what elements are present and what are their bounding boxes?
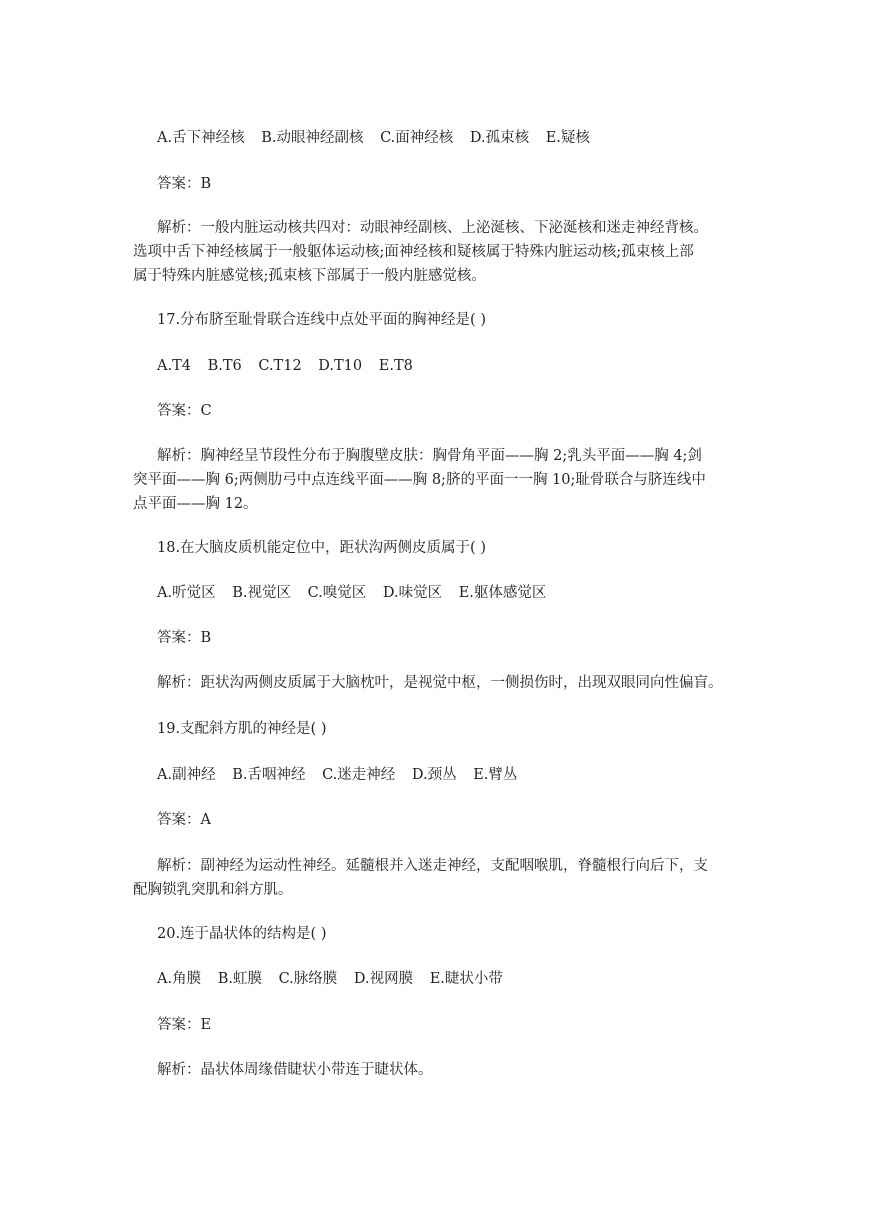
options-line <box>157 355 769 378</box>
option-e: E.疑核 <box>545 130 590 146</box>
question-19: 19.支配斜方肌的神经是( ) <box>157 721 327 737</box>
option-d: D.T10 <box>318 358 363 374</box>
explanation-line: 解析：副神经为运动性神经。延髓根并入迷走神经，支配咽喉肌，脊髓根行向后下，支 <box>157 858 708 874</box>
option-e: E.T8 <box>378 358 413 374</box>
explanation-line: 属于特殊内脏感觉核;孤束核下部属于一般内脏感觉核。 <box>133 268 486 284</box>
question-20: 20.连于晶状体的结构是( ) <box>157 926 327 942</box>
option-a: A.T4 <box>157 358 191 374</box>
option-b: B.视觉区 <box>232 585 291 601</box>
option-a: A.角膜 <box>157 971 202 987</box>
option-e: E.臂丛 <box>473 767 518 783</box>
question-18: 18.在大脑皮质机能定位中，距状沟两侧皮质属于( ) <box>157 540 486 556</box>
options-line <box>157 127 769 150</box>
explanation-line: 选项中舌下神经核属于一般躯体运动核;面神经核和疑核属于特殊内脏运动核;孤束核上部 <box>133 244 694 260</box>
answer-line: 答案：C <box>157 403 212 419</box>
explanation-line: 突平面——胸 6;两侧肋弓中点连线平面——胸 8;脐的平面一一胸 10;耻骨联合与脐连线中 <box>133 472 706 488</box>
question-17: 17.分布脐至耻骨联合连线中点处平面的胸神经是( ) <box>157 312 486 328</box>
explanation-line: 配胸锁乳突肌和斜方肌。 <box>133 882 293 898</box>
explanation-line: 解析：一般内脏运动核共四对：动眼神经副核、上泌涎核、下泌涎核和迷走神经背核。 <box>157 220 708 236</box>
option-d: D.孤束核 <box>469 130 530 146</box>
options-line <box>157 968 769 991</box>
option-c: C.嗅觉区 <box>307 585 367 601</box>
option-d: D.颈丛 <box>411 767 457 783</box>
option-b: B.T6 <box>207 358 242 374</box>
option-c: C.面神经核 <box>380 130 454 146</box>
answer-line: 答案：B <box>157 176 212 192</box>
option-e: E.躯体感觉区 <box>458 585 547 601</box>
explanation-line: 解析：距状沟两侧皮质属于大脑枕叶，是视觉中枢，一侧损伤时，出现双眼同向性偏盲。 <box>157 675 723 691</box>
explanation-line: 解析：胸神经呈节段性分布于胸腹壁皮肤：胸骨角平面——胸 2;乳头平面——胸 4;剑 <box>157 448 702 464</box>
option-b: B.舌咽神经 <box>232 767 306 783</box>
option-b: B.动眼神经副核 <box>261 130 364 146</box>
answer-line: 答案：A <box>157 812 211 828</box>
options-line <box>157 582 769 605</box>
answer-line: 答案：E <box>157 1017 212 1033</box>
answer-line: 答案：B <box>157 630 212 646</box>
option-b: B.虹膜 <box>217 971 262 987</box>
option-c: C.迷走神经 <box>322 767 396 783</box>
option-a: A.副神经 <box>157 767 216 783</box>
option-c: C.T12 <box>258 358 302 374</box>
option-e: E.睫状小带 <box>429 971 503 987</box>
option-d: D.味觉区 <box>382 585 443 601</box>
option-a: A.听觉区 <box>157 585 216 601</box>
option-a: A.舌下神经核 <box>157 130 245 146</box>
options-line <box>157 764 769 787</box>
option-d: D.视网膜 <box>353 971 414 987</box>
explanation-line: 解析：晶状体周缘借睫状小带连于睫状体。 <box>157 1062 433 1078</box>
explanation-line: 点平面——胸 12。 <box>133 496 258 512</box>
option-c: C.脉络膜 <box>278 971 338 987</box>
